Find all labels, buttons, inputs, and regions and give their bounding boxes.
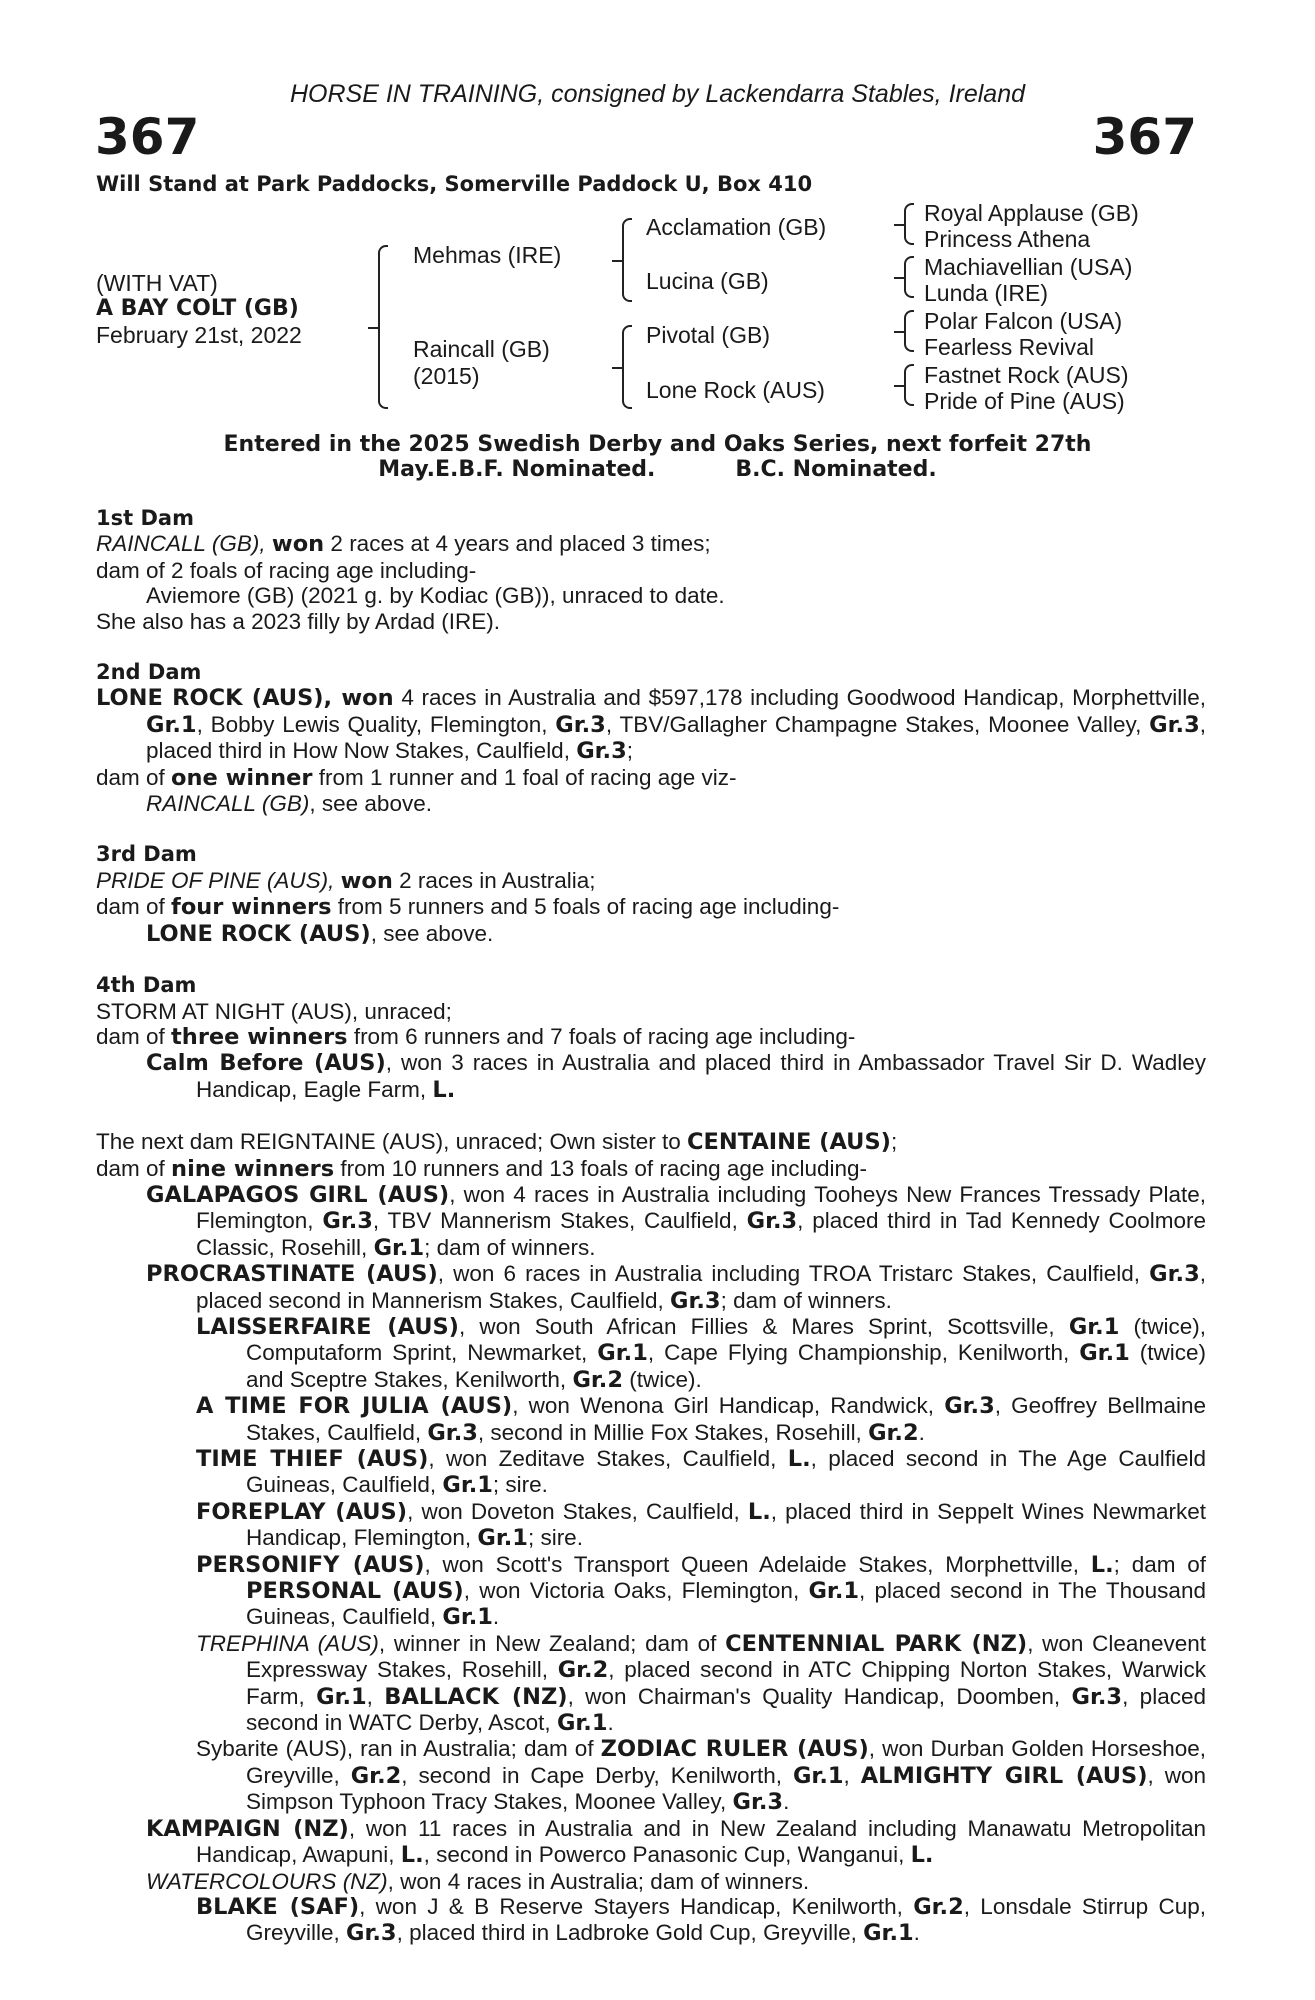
- text-run: , second in Powerco Panasonic Cup, Wanganui,: [423, 1842, 911, 1868]
- text-run: , placed second in The Age Caulfield Guineas, Caulfield,: [246, 1446, 1206, 1498]
- text-run: Gr.3: [1071, 1683, 1123, 1710]
- text-run: , won Victoria Oaks, Flemington,: [463, 1578, 809, 1604]
- text-run: KAMPAIGN (NZ): [146, 1815, 349, 1842]
- text-run: Gr.3: [944, 1393, 995, 1420]
- second-dam-foal: [96, 791, 1206, 816]
- text-run: RAINCALL (GB),: [96, 531, 266, 557]
- entry-line-1: Entered in the 2025 Swedish Derby and Oaks Series, next forfeit 27th: [223, 432, 1092, 457]
- text-run: (twice), Computaform Sprint, Newmarket,: [246, 1313, 1206, 1366]
- text-run: 2 races in Australia;: [392, 867, 596, 893]
- entry-notes: [0, 432, 1315, 482]
- text-run: L.: [400, 1842, 424, 1869]
- text-run: ; dam of winners.: [424, 1234, 596, 1260]
- entry-kampaign: [96, 1816, 1206, 1869]
- text-run: (twice) and Sceptre Stakes, Kenilworth,: [246, 1340, 1207, 1392]
- text-run: dam of: [96, 1155, 172, 1181]
- entry-watercolours: [96, 1869, 1206, 1894]
- fourth-dam-produce: [96, 1024, 1206, 1050]
- lot-number-left: 367: [95, 108, 200, 166]
- bracket-g3-2: [904, 256, 914, 298]
- text-run: Gr.2: [868, 1419, 919, 1446]
- text-run: ; sire.: [492, 1472, 548, 1498]
- g3-4: Lunda (IRE): [924, 280, 1049, 306]
- text-run: Gr.1: [316, 1683, 367, 1710]
- text-run: RAINCALL (GB): [146, 791, 310, 817]
- text-run: Gr.2: [913, 1893, 964, 1920]
- catalogue-body: [96, 506, 1206, 1947]
- text-run: Gr.3: [732, 1789, 784, 1816]
- entry-line-2: [0, 457, 1315, 482]
- text-run: , ran in Australia; dam of: [346, 1736, 601, 1762]
- text-run: from 10 runners and 13 foals of racing age including-: [334, 1155, 867, 1181]
- text-run: , won Cleanevent Expressway Stakes, Rosehill,: [246, 1630, 1206, 1683]
- bracket-dam: [622, 325, 632, 409]
- text-run: ,: [366, 1683, 385, 1709]
- bc-note: B.C. Nominated.: [735, 457, 937, 482]
- text-run: , won 4 races in Australia; dam of winners.: [387, 1868, 810, 1894]
- text-run: LONE ROCK (AUS), won: [96, 685, 394, 712]
- text-run: dam of: [96, 764, 172, 790]
- dam-name: Raincall (GB): [413, 336, 550, 362]
- text-run: TIME THIEF (AUS): [196, 1446, 429, 1472]
- text-run: ;: [626, 738, 634, 764]
- next-dam-line: [96, 1129, 1206, 1155]
- text-run: (twice).: [623, 1366, 702, 1392]
- first-dam-note: She also has a 2023 filly by Ardad (IRE).: [96, 608, 500, 634]
- third-dam-heading: 3rd Dam: [96, 842, 197, 867]
- text-run: 2 races at 4 years and placed 3 times;: [324, 531, 711, 557]
- text-run: Gr.1: [146, 711, 197, 738]
- text-run: Gr.1: [556, 1710, 608, 1737]
- text-run: PRIDE OF PINE (AUS),: [96, 867, 335, 893]
- first-dam-line: [96, 531, 1206, 557]
- text-run: Gr.2: [572, 1366, 623, 1393]
- g2-sire-sire: Acclamation (GB): [646, 214, 827, 240]
- ebf-note: May.E.B.F. Nominated.: [378, 457, 656, 482]
- text-run: ALMIGHTY GIRL (AUS): [860, 1762, 1148, 1789]
- text-run: , Bobby Lewis Quality, Flemington,: [196, 711, 556, 737]
- entry-laisserfaire: [96, 1314, 1206, 1393]
- text-run: ZODIAC RULER (AUS): [600, 1736, 869, 1763]
- text-run: CENTAINE (AUS): [687, 1129, 891, 1156]
- text-run: , won Zeditave Stakes, Caulfield,: [428, 1446, 788, 1471]
- text-run: , winner in New Zealand; dam of: [378, 1630, 726, 1656]
- text-run: Gr.3: [555, 711, 606, 738]
- second-dam-heading: 2nd Dam: [96, 660, 202, 685]
- second-dam-produce: [96, 765, 1206, 791]
- text-run: three winners: [171, 1023, 348, 1050]
- text-run: .: [607, 1710, 614, 1736]
- catalogue-header: HORSE IN TRAINING, consigned by Lackendarra Stables, Ireland: [289, 80, 1026, 108]
- text-run: , placed second in Mannerism Stakes, Caulfield,: [196, 1261, 1206, 1313]
- text-run: Gr.1: [808, 1578, 860, 1605]
- text-run: .: [783, 1789, 790, 1815]
- text-run: Gr.1: [442, 1604, 493, 1631]
- dam-year: (2015): [413, 363, 480, 389]
- text-run: Gr.1: [597, 1340, 648, 1367]
- lot-title: A BAY COLT (GB): [96, 296, 299, 321]
- text-run: Gr.3: [746, 1208, 798, 1235]
- entry-procrastinate: [96, 1261, 1206, 1314]
- text-run: Gr.1: [442, 1472, 493, 1499]
- fourth-dam-line: STORM AT NIGHT (AUS), unraced;: [96, 998, 452, 1024]
- entry-time-thief: [96, 1446, 1206, 1499]
- text-run: , see above.: [309, 791, 432, 817]
- text-run: LONE ROCK (AUS): [146, 920, 371, 947]
- text-run: nine winners: [171, 1155, 335, 1182]
- text-run: .: [913, 1920, 920, 1946]
- g3-2: Princess Athena: [924, 226, 1091, 252]
- text-run: Gr.3: [670, 1287, 721, 1314]
- text-run: Gr.1: [792, 1762, 844, 1789]
- g2-dam-dam: Lone Rock (AUS): [646, 377, 825, 403]
- bracket-sire: [622, 218, 632, 302]
- text-run: .: [918, 1419, 925, 1445]
- text-run: ; dam of: [1113, 1551, 1206, 1577]
- text-run: PERSONIFY (AUS): [196, 1551, 425, 1578]
- text-run: won: [271, 531, 325, 558]
- text-run: BALLACK (NZ): [384, 1683, 568, 1710]
- entry-blake: [96, 1894, 1206, 1947]
- text-run: , Cape Flying Championship, Kenilworth,: [647, 1340, 1080, 1366]
- text-run: CENTENNIAL PARK (NZ): [725, 1630, 1028, 1657]
- fourth-dam-foal: [96, 1050, 1206, 1103]
- entry-galapagos-girl: [96, 1182, 1206, 1261]
- text-run: Gr.3: [322, 1208, 373, 1235]
- bracket-g3-3: [904, 310, 914, 352]
- text-run: LAISSERFAIRE (AUS): [196, 1313, 459, 1340]
- g2-sire-dam: Lucina (GB): [646, 268, 769, 294]
- text-run: Gr.3: [1149, 711, 1200, 738]
- text-run: won: [340, 867, 393, 894]
- text-run: Gr.1: [1068, 1313, 1120, 1340]
- entry-personify: [96, 1552, 1206, 1631]
- text-run: PROCRASTINATE (AUS): [146, 1261, 438, 1288]
- text-run: , TBV/Gallagher Champagne Stakes, Moonee Valley,: [605, 711, 1150, 737]
- text-run: L.: [1090, 1551, 1114, 1578]
- text-run: Calm Before (AUS): [146, 1050, 386, 1077]
- text-run: , won 4 races in Australia including Tooheys New Frances Tressady Plate, Flemington,: [196, 1181, 1207, 1234]
- first-dam-heading: 1st Dam: [96, 506, 194, 530]
- text-run: , won 3 races in Australia and placed third in Ambassador Travel Sir D. Wadley Handicap, Eagle Farm,: [196, 1050, 1207, 1102]
- text-run: Gr.2: [557, 1657, 609, 1684]
- text-run: from 1 runner and 1 foal of racing age viz-: [312, 764, 737, 790]
- third-dam-foal: [96, 921, 1206, 947]
- text-run: dam of: [96, 894, 172, 920]
- bracket-gen1: [378, 245, 388, 409]
- vat-note: (WITH VAT): [96, 270, 218, 296]
- text-run: L.: [910, 1842, 934, 1869]
- text-run: Gr.1: [863, 1920, 914, 1947]
- text-run: Gr.3: [576, 738, 627, 765]
- text-run: Gr.3: [427, 1419, 478, 1446]
- text-run: PERSONAL (AUS): [246, 1578, 464, 1605]
- sire-name: Mehmas (IRE): [413, 242, 562, 268]
- text-run: , placed third in Tad Kennedy Coolmore Classic, Rosehill,: [196, 1208, 1206, 1260]
- text-run: , second in Cape Derby, Kenilworth,: [401, 1762, 793, 1788]
- text-run: , see above.: [370, 920, 494, 946]
- text-run: .: [492, 1604, 500, 1630]
- text-run: , won Doveton Stakes, Caulfield,: [407, 1498, 748, 1524]
- text-run: ; sire.: [527, 1525, 583, 1551]
- text-run: dam of: [96, 1023, 172, 1049]
- text-run: , TBV Mannerism Stakes, Caulfield,: [372, 1208, 747, 1234]
- text-run: L.: [747, 1498, 771, 1525]
- first-dam-produce: dam of 2 foals of racing age including-: [96, 557, 477, 583]
- text-run: , placed second in The Thousand Guineas, Caulfield,: [246, 1578, 1206, 1630]
- g3-7: Fastnet Rock (AUS): [924, 362, 1129, 388]
- fourth-dam-heading: 4th Dam: [96, 973, 197, 998]
- entry-a-time-for-julia: [96, 1393, 1206, 1446]
- text-run: , won 11 races in Australia and in New Zealand including Manawatu Metropolitan Handicap, Awapuni,: [196, 1815, 1206, 1868]
- text-run: Gr.1: [477, 1525, 528, 1552]
- text-run: Sybarite (AUS): [196, 1736, 347, 1762]
- text-run: , Lonsdale Stirrup Cup, Greyville,: [246, 1893, 1207, 1946]
- text-run: Gr.1: [373, 1234, 425, 1261]
- third-dam-produce: [96, 894, 1206, 920]
- text-run: , won South African Fillies & Mares Sprint, Scottsville,: [458, 1313, 1069, 1339]
- text-run: , placed third in Seppelt Wines Newmarket Handicap, Flemington,: [246, 1498, 1206, 1551]
- text-run: , won J & B Reserve Stayers Handicap, Kenilworth,: [359, 1893, 914, 1919]
- text-run: from 6 runners and 7 foals of racing age including-: [347, 1023, 856, 1049]
- g2-dam-sire: Pivotal (GB): [646, 322, 770, 348]
- text-run: Gr.3: [1149, 1261, 1200, 1288]
- bracket-g3-4: [904, 364, 914, 406]
- third-dam-line: [96, 868, 1206, 894]
- text-run: ,: [843, 1762, 861, 1788]
- first-dam-foal: Aviemore (GB) (2021 g. by Kodiac (GB)), unraced to date.: [146, 583, 725, 609]
- text-run: , won Durban Golden Horseshoe, Greyville,: [246, 1736, 1206, 1788]
- text-run: , won Scott's Transport Queen Adelaide Stakes, Morphettville,: [424, 1551, 1091, 1577]
- text-run: L.: [432, 1076, 456, 1103]
- text-run: , won Simpson Typhoon Tracy Stakes, Moonee Valley,: [246, 1762, 1206, 1815]
- text-run: , placed second in ATC Chipping Norton Stakes, Warwick Farm,: [246, 1657, 1206, 1709]
- entry-trephina: [96, 1631, 1206, 1737]
- g3-3: Machiavellian (USA): [924, 254, 1133, 280]
- text-run: WATERCOLOURS (NZ): [146, 1868, 388, 1894]
- text-run: , placed second in WATC Derby, Ascot,: [246, 1683, 1206, 1736]
- entry-sybarite: [96, 1736, 1206, 1815]
- g3-8: Pride of Pine (AUS): [924, 388, 1125, 414]
- next-dam-produce: [96, 1156, 1206, 1182]
- text-run: , won Wenona Girl Handicap, Randwick,: [512, 1393, 945, 1419]
- text-run: Gr.2: [350, 1762, 402, 1789]
- text-run: BLAKE (SAF): [196, 1893, 360, 1920]
- stand-location: Will Stand at Park Paddocks, Somerville Paddock U, Box 410: [96, 172, 813, 196]
- text-run: GALAPAGOS GIRL (AUS): [146, 1181, 450, 1208]
- g3-6: Fearless Revival: [924, 334, 1094, 360]
- lot-number-right: 367: [1092, 108, 1197, 166]
- text-run: The next dam REIGNTAINE (AUS), unraced; Own sister to: [96, 1129, 688, 1155]
- text-run: , Geoffrey Bellmaine Stakes, Caulfield,: [246, 1393, 1207, 1445]
- text-run: A TIME FOR JULIA (AUS): [196, 1393, 513, 1420]
- text-run: L.: [787, 1446, 811, 1472]
- text-run: four winners: [171, 894, 332, 921]
- second-dam-record: [96, 685, 1206, 764]
- text-run: ; dam of winners.: [720, 1287, 892, 1313]
- text-run: ;: [890, 1129, 898, 1155]
- entry-foreplay: [96, 1499, 1206, 1552]
- text-run: Gr.1: [1079, 1340, 1130, 1367]
- bracket-g3-1: [904, 203, 914, 245]
- text-run: 4 races in Australia and $597,178 including Goodwood Handicap, Morphettville,: [393, 685, 1206, 711]
- text-run: FOREPLAY (AUS): [196, 1498, 408, 1525]
- text-run: , placed third in Ladbroke Gold Cup, Greyville,: [396, 1920, 864, 1946]
- g3-1: Royal Applause (GB): [924, 200, 1139, 226]
- text-run: Gr.3: [346, 1920, 397, 1947]
- foaling-date: February 21st, 2022: [96, 322, 302, 348]
- text-run: one winner: [171, 764, 313, 791]
- text-run: TREPHINA (AUS): [196, 1630, 379, 1656]
- text-run: from 5 runners and 5 foals of racing age including-: [331, 894, 840, 920]
- text-run: , won Chairman's Quality Handicap, Doomben,: [567, 1683, 1072, 1709]
- text-run: , won 6 races in Australia including TROA Tristarc Stakes, Caulfield,: [437, 1261, 1150, 1287]
- g3-5: Polar Falcon (USA): [924, 308, 1123, 334]
- text-run: , placed third in How Now Stakes, Caulfield,: [146, 711, 1206, 764]
- text-run: , second in Millie Fox Stakes, Rosehill,: [477, 1419, 869, 1445]
